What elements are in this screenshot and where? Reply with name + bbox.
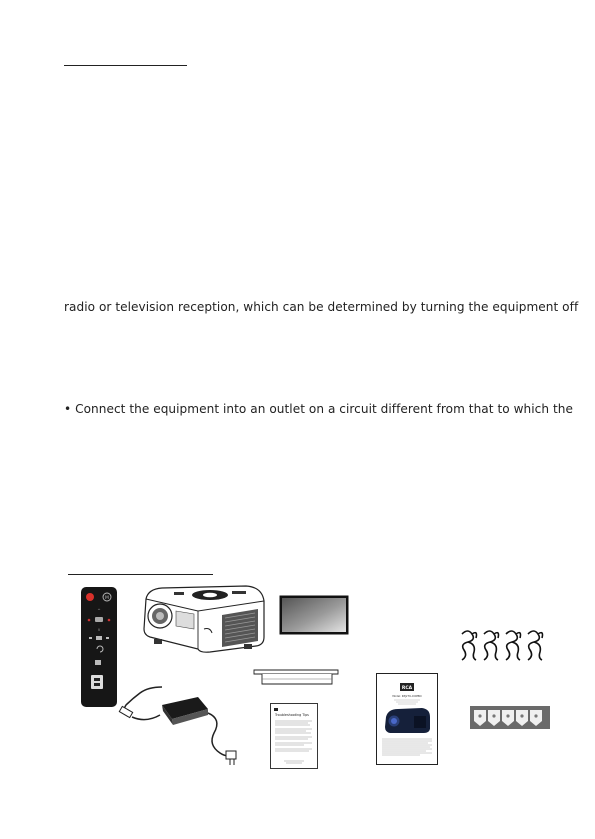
label-sticker-strip-icon — [470, 706, 550, 729]
cable-ties-icon — [458, 628, 546, 662]
svg-text:v: v — [97, 627, 101, 632]
mounting-bracket-icon — [252, 668, 342, 688]
manual-brand: RCA — [401, 686, 413, 691]
svg-text:M: M — [105, 596, 109, 601]
projector-icon — [140, 583, 268, 660]
user-manual-icon — [376, 673, 438, 765]
screen-panel-icon — [279, 595, 349, 635]
package-contents-heading-underline — [68, 574, 213, 575]
power-adapter-icon — [118, 683, 240, 769]
remote-control-icon — [80, 586, 118, 708]
text-line: • Connect the equipment into an outlet on a circuit different from that to which the — [64, 402, 573, 416]
sheet-title: Troubleshooting Tips — [275, 713, 309, 717]
section-heading-underline — [64, 65, 187, 66]
text-line: radio or television reception, which can be determined by turning the equipment off — [64, 300, 579, 314]
troubleshooting-sheet-icon — [270, 703, 318, 769]
svg-text:^: ^ — [97, 608, 101, 613]
manual-model: Model: RPJ276-COMBO — [392, 695, 422, 698]
